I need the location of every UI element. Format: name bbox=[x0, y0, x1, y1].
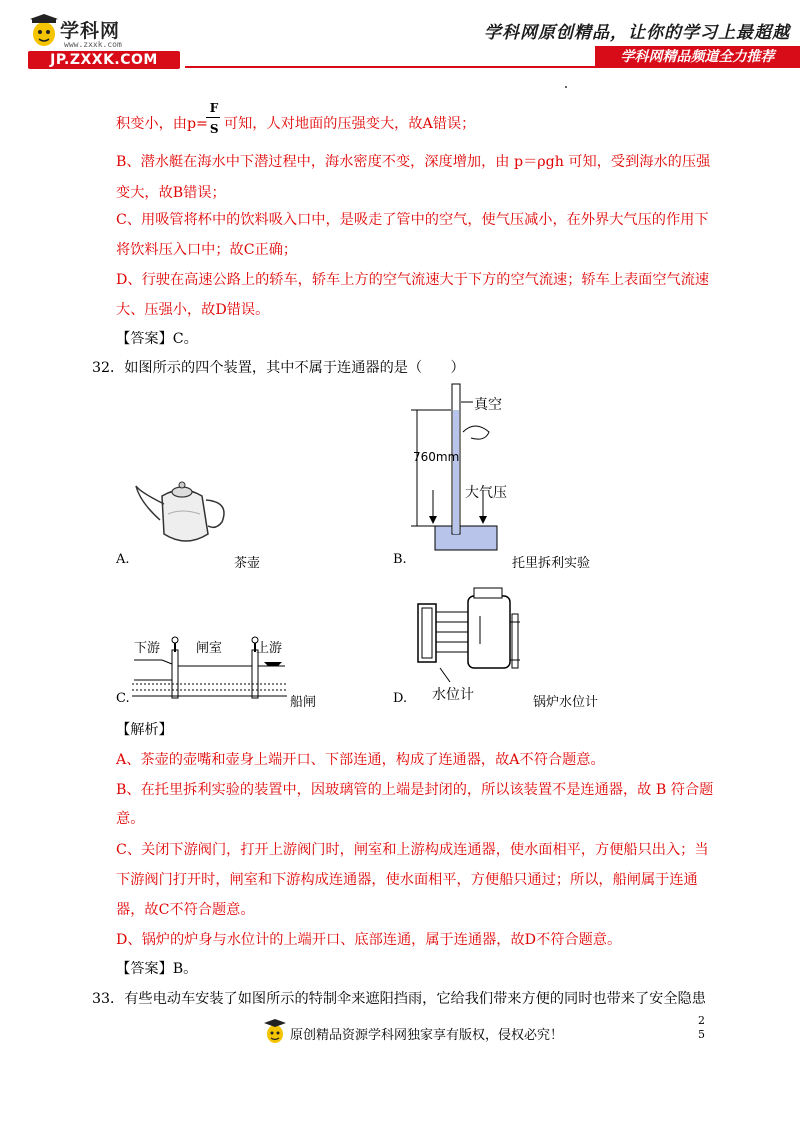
option-a-caption: 茶壶 bbox=[234, 556, 261, 571]
page-number-bottom: 5 bbox=[698, 1028, 705, 1041]
q32-c-line3: 器，故C不符合题意。 bbox=[116, 902, 255, 918]
mascot-icon bbox=[264, 1018, 286, 1046]
teapot-figure bbox=[130, 474, 240, 554]
q32-b-line2: 意。 bbox=[116, 811, 145, 827]
page-header bbox=[0, 0, 800, 92]
q31-line1 bbox=[116, 114, 475, 134]
option-d-caption: 锅炉水位计 bbox=[533, 695, 599, 710]
page-number bbox=[698, 1014, 705, 1042]
q32-b-line1: B、在托里拆利实验的装置中，因玻璃管的上端是封闭的，所以该装置不是连通器，故 B 符合题 bbox=[116, 782, 714, 798]
page-footer bbox=[0, 1010, 800, 1070]
option-b-caption: 托里拆利实验 bbox=[512, 556, 591, 571]
logo-url: www.zxxk.com bbox=[64, 40, 122, 49]
zxxk-logo bbox=[28, 14, 183, 72]
q33-stem: 33．有些电动车安装了如图所示的特制伞来遮阳挡雨，它给我们带来方便的同时也带来了安全隐患 bbox=[92, 991, 706, 1007]
q32-a-line: A、茶壶的壶嘴和壶身上端开口、下部连通，构成了连通器，故A不符合题意。 bbox=[116, 752, 605, 768]
fraction-denominator: S bbox=[209, 122, 219, 136]
label-upstream: 上游 bbox=[256, 641, 283, 656]
option-b-letter: B. bbox=[393, 552, 407, 567]
q31-b-line1: B、潜水艇在海水中下潜过程中，海水密度不变，深度增加，由 p＝ρgh 可知，受到海水的压强 bbox=[116, 154, 711, 170]
q31-b-line2: 变大，故B错误； bbox=[116, 185, 226, 201]
q31-answer: 【答案】C。 bbox=[116, 331, 198, 347]
label-atmospheric-pressure: 大气压 bbox=[465, 485, 507, 501]
option-c-caption: 船闸 bbox=[290, 695, 317, 710]
analysis-title: 【解析】 bbox=[116, 722, 173, 738]
q31-c-line2: 将饮料压入口中；故C正确； bbox=[116, 242, 298, 258]
q31-d-line1: D、行驶在高速公路上的轿车，轿车上方的空气流速大于下方的空气流速；轿车上表面空气流速 bbox=[116, 272, 710, 288]
q32-c-line1: C、关闭下游阀门，打开上游阀门时，闸室和上游构成连通器，使水面相平，方便船只出入；当 bbox=[116, 842, 709, 858]
q31-c-line1: C、用吸管将杯中的饮料吸入口中，是吸走了管中的空气，使气压减小，在外界大气压的作用下 bbox=[116, 212, 709, 228]
label-lock-chamber: 闸室 bbox=[196, 641, 223, 656]
logo-domain: JP.ZXXK.COM bbox=[50, 52, 158, 68]
label-vacuum: 真空 bbox=[474, 397, 502, 413]
header-dot bbox=[565, 86, 567, 88]
q31-line1-pre: 积变小，由p= bbox=[116, 116, 208, 132]
q32-answer: 【答案】B。 bbox=[116, 961, 198, 977]
q31-d-line2: 大、压强小，故D错误。 bbox=[116, 302, 270, 318]
page-number-top: 2 bbox=[698, 1014, 705, 1027]
q32-stem: 32．如图所示的四个装置，其中不属于连通器的是（ ） bbox=[92, 360, 465, 376]
fraction-numerator: F bbox=[209, 101, 219, 115]
option-c-letter: C. bbox=[116, 691, 130, 706]
option-a-letter: A. bbox=[116, 552, 130, 567]
label-water-gauge: 水位计 bbox=[432, 687, 474, 703]
label-downstream: 下游 bbox=[134, 641, 161, 656]
q32-d-line: D、锅炉的炉身与水位计的上端开口、底部连通，属于连通器，故D不符合题意。 bbox=[116, 932, 622, 948]
option-d-letter: D. bbox=[393, 691, 408, 706]
q32-c-line2: 下游阀门打开时，闸室和下游构成连通器，使水面相平，方便船只通过；所以，船闸属于连通 bbox=[116, 872, 698, 888]
mascot-icon bbox=[30, 14, 60, 50]
header-banner: 学科网精品频道全力推荐 bbox=[595, 46, 800, 68]
header-slogan: 学科网原创精品，让你的学习上最超越 bbox=[484, 23, 790, 43]
q31-line1-post: 可知，人对地面的压强变大，故A错误； bbox=[223, 116, 476, 132]
copyright-notice: 原创精品资源学科网独家享有版权，侵权必究！ bbox=[290, 1028, 564, 1043]
boiler-gauge-figure bbox=[410, 586, 528, 686]
header-divider bbox=[185, 66, 595, 68]
label-760mm: 760mm bbox=[413, 450, 460, 464]
logo-text: 学科网 bbox=[60, 20, 121, 42]
